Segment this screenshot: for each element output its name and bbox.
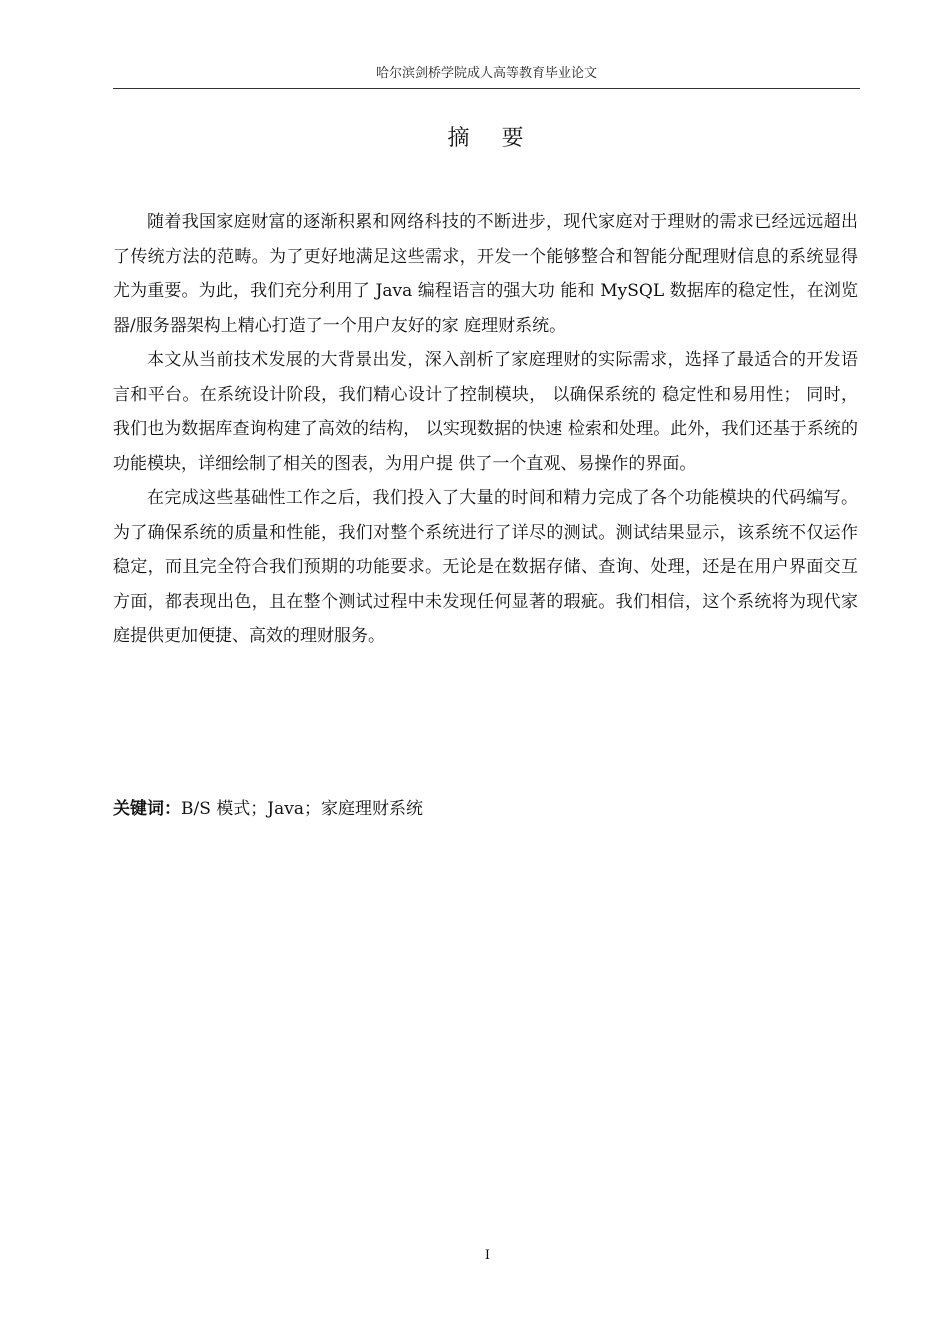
page-number: I — [484, 1248, 491, 1263]
abstract-body — [113, 205, 858, 654]
keywords-line — [113, 794, 858, 824]
abstract-paragraph-3: 在完成这些基础性工作之后，我们投入了大量的时间和精力完成了各个功能模块的代码编写。为了确保系统的质量和性能，我们对整个系统进行了详尽的测试。测试结果显示，该系统不仅运作稳定，而且完全符合我们预期的功能要求。无论是在数据存储、查询、处理，还是在用户界面交互方面，都表现出色，且在整个测试过程中未发现任何显著的瑕疵。我们相信，这个系统将为现代家庭提供更加便捷、高效的理财服务。 — [113, 488, 858, 646]
abstract-title — [113, 122, 860, 156]
keywords-text: B/S 模式；Java；家庭理财系统 — [181, 799, 423, 819]
abstract-paragraph-1: 随着我国家庭财富的逐渐积累和网络科技的不断进步，现代家庭对于理财的需求已经远远超出了传统方法的范畴。为了更好地满足这些需求，开发一个能够整合和智能分配理财信息的系统显得尤为重要。为此，我们充分利用了 Java 编程语言的强大功 能和 MySQL 数据库的稳定性，在浏览器/服务器架构上精心打造了一个用户友好的家 庭理财系统。 — [113, 212, 858, 336]
abstract-paragraph-2: 本文从当前技术发展的大背景出发，深入剖析了家庭理财的实际需求，选择了最适合的开发语言和平台。在系统设计阶段，我们精心设计了控制模块， 以确保系统的 稳定性和易用性； 同时，我们也为数据库查询构建了高效的结构， 以实现数据的快速 检索和处理。此外，我们还基于系统的功能模块，详细绘制了相关的图表，为用户提 供了一个直观、易操作的界面。 — [113, 350, 858, 474]
abstract-title-char-2: 要 — [501, 126, 526, 151]
abstract-title-char-1: 摘 — [447, 126, 472, 151]
keywords-label: 关键词： — [113, 799, 181, 819]
running-header — [113, 64, 860, 89]
running-header-text: 哈尔滨剑桥学院成人高等教育毕业论文 — [375, 66, 597, 81]
